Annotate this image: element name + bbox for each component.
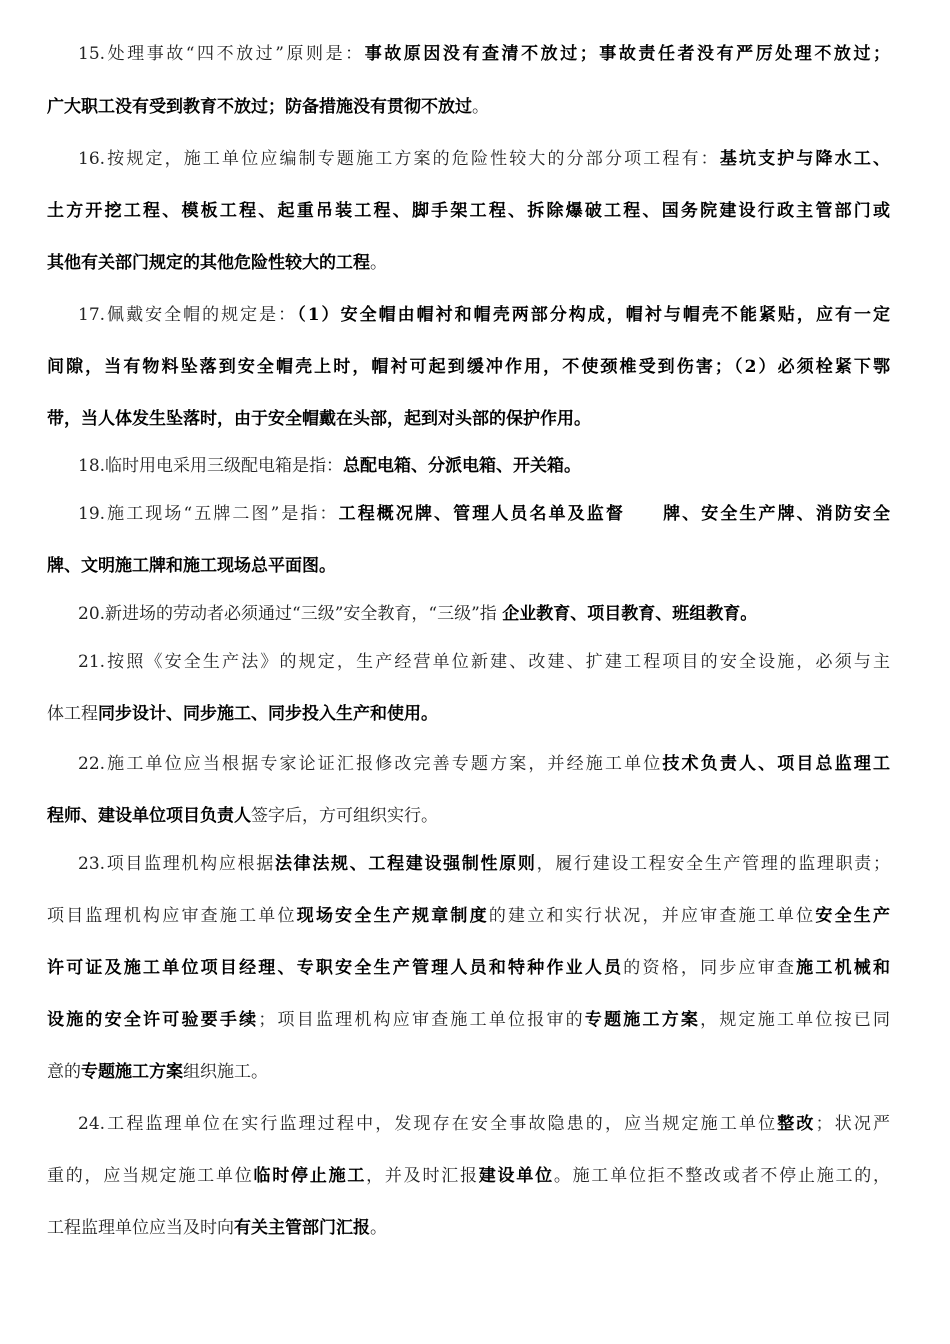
question-text: 。 [370, 1218, 387, 1238]
bold-answer-text: 安全生产 [815, 906, 891, 926]
bold-answer-text: 设施的安全许可验要手续 [47, 1010, 259, 1030]
question-text: ；状况严 [815, 1114, 890, 1134]
paragraph-line [47, 95, 489, 119]
paragraph-line [47, 1216, 387, 1240]
bold-answer-text: 现场安全生产规章制度 [296, 906, 489, 926]
question-text: ，履行建设工程安全生产管理的监理职责； [536, 854, 891, 874]
question-text: 签字后，方可组织实行。 [251, 806, 438, 826]
paragraph-line [47, 251, 387, 275]
question-text: 23.项目监理机构应根据 [78, 854, 275, 874]
paragraph-line [78, 650, 890, 674]
paragraph-line [47, 1164, 890, 1188]
paragraph-line [78, 42, 890, 66]
paragraph-line [47, 1008, 890, 1032]
paragraph-line [47, 199, 890, 223]
question-text: 工程监理单位应当及时向 [47, 1218, 234, 1238]
paragraph-line [47, 1060, 268, 1084]
paragraph-line [78, 303, 890, 327]
question-text: 体工程 [47, 704, 98, 724]
paragraph-line [47, 407, 591, 431]
paragraph-line [47, 956, 890, 980]
bold-answer-text: 广大职工没有受到教育不放过；防备措施没有贯彻不放过 [47, 97, 472, 117]
question-text: 24.工程监理单位在实行监理过程中，发现存在安全事故隐患的，应当规定施工单位 [78, 1114, 778, 1134]
question-text: 22.施工单位应当根据专家论证汇报修改完善专题方案，并经施工单位 [78, 754, 663, 774]
bold-answer-text: 许可证及施工单位项目经理、专职安全生产管理人员和特种作业人员 [47, 958, 624, 978]
bold-answer-text: 牌、文明施工牌和施工现场总平面图。 [47, 556, 336, 576]
bold-answer-text: 企业教育、项目教育、班组教育。 [502, 604, 758, 624]
question-text: 的建立和实行状况，并应审查施工单位 [488, 906, 816, 926]
question-text: 重的，应当规定施工单位 [47, 1166, 254, 1186]
bold-answer-text: 间隙，当有物料坠落到安全帽壳上时，帽衬可起到缓冲作用，不使颈椎受到伤害；（2）必须栓紧下鄂 [47, 357, 890, 377]
question-text: 。 [472, 97, 489, 117]
question-text: 。施工单位拒不整改或者不停止施工的， [553, 1166, 891, 1186]
question-text: 17.佩戴安全帽的规定是： [78, 305, 298, 325]
bold-answer-text: 带，当人体发生坠落时，由于安全帽戴在头部，起到对头部的保护作用。 [47, 409, 591, 429]
question-text: 20.新进场的劳动者必须通过“三级”安全教育，“三级”指 [78, 604, 503, 624]
question-text: 15.处理事故“四不放过”原则是： [78, 44, 365, 64]
paragraph-line [47, 804, 438, 828]
question-text: 意的 [47, 1062, 81, 1082]
bold-answer-text: 事故原因没有查清不放过；事故责任者没有严厉处理不放过； [364, 44, 891, 64]
paragraph-line [47, 904, 890, 928]
bold-answer-text: （1）安全帽由帽衬和帽壳两部分构成，帽衬与帽壳不能紧贴，应有一定 [297, 305, 890, 325]
paragraph-line [78, 502, 890, 526]
paragraph-line [78, 147, 890, 171]
bold-answer-text: 法律法规、工程建设强制性原则 [274, 854, 537, 874]
paragraph-line [78, 852, 890, 876]
bold-answer-text: 程师、建设单位项目负责人 [47, 806, 251, 826]
question-text: 19.施工现场“五牌二图”是指： [78, 504, 339, 524]
question-text: 项目监理机构应审查施工单位 [47, 906, 297, 926]
bold-answer-text: 基坑支护与降水工、 [719, 149, 890, 169]
paragraph-line [47, 355, 890, 379]
bold-answer-text: 施工机械和 [796, 958, 891, 978]
question-text: ，规定施工单位按已同 [700, 1010, 891, 1030]
bold-answer-text: 有关主管部门汇报 [234, 1218, 370, 1238]
bold-answer-text: 同步设计、同步施工、同步投入生产和使用。 [98, 704, 438, 724]
question-text: ，并及时汇报 [366, 1166, 479, 1186]
bold-answer-text: 专题施工方案 [81, 1062, 183, 1082]
paragraph-line [78, 752, 890, 776]
bold-answer-text: 临时停止施工 [253, 1166, 367, 1186]
paragraph-line [47, 702, 438, 726]
paragraph-line [78, 602, 757, 626]
question-text: 组织施工。 [183, 1062, 268, 1082]
bold-answer-text: 专题施工方案 [584, 1010, 701, 1030]
bold-answer-text: 建设单位 [478, 1166, 554, 1186]
bold-answer-text: 其他有关部门规定的其他危险性较大的工程 [47, 253, 370, 273]
bold-answer-text: 整改 [777, 1114, 816, 1134]
question-text: 21.按照《安全生产法》的规定，生产经营单位新建、改建、扩建工程项目的安全设施，必须与主 [78, 652, 890, 672]
question-text: ；项目监理机构应审查施工单位报审的 [258, 1010, 585, 1030]
question-text: 18.临时用电采用三级配电箱是指： [78, 456, 344, 476]
question-text: 。 [370, 253, 387, 273]
question-text: 的资格，同步应审查 [623, 958, 797, 978]
paragraph-line [78, 454, 581, 478]
bold-answer-text: 土方开挖工程、模板工程、起重吊装工程、脚手架工程、拆除爆破工程、国务院建设行政主管部门或 [47, 201, 890, 221]
paragraph-line [78, 1112, 890, 1136]
question-text: 16.按规定，施工单位应编制专题施工方案的危险性较大的分部分项工程有： [78, 149, 720, 169]
bold-answer-text: 工程概况牌、管理人员名单及监督 牌、安全生产牌、消防安全 [338, 504, 891, 524]
bold-answer-text: 技术负责人、项目总监理工 [662, 754, 890, 774]
paragraph-line [47, 554, 336, 578]
bold-answer-text: 总配电箱、分派电箱、开关箱。 [343, 456, 582, 476]
